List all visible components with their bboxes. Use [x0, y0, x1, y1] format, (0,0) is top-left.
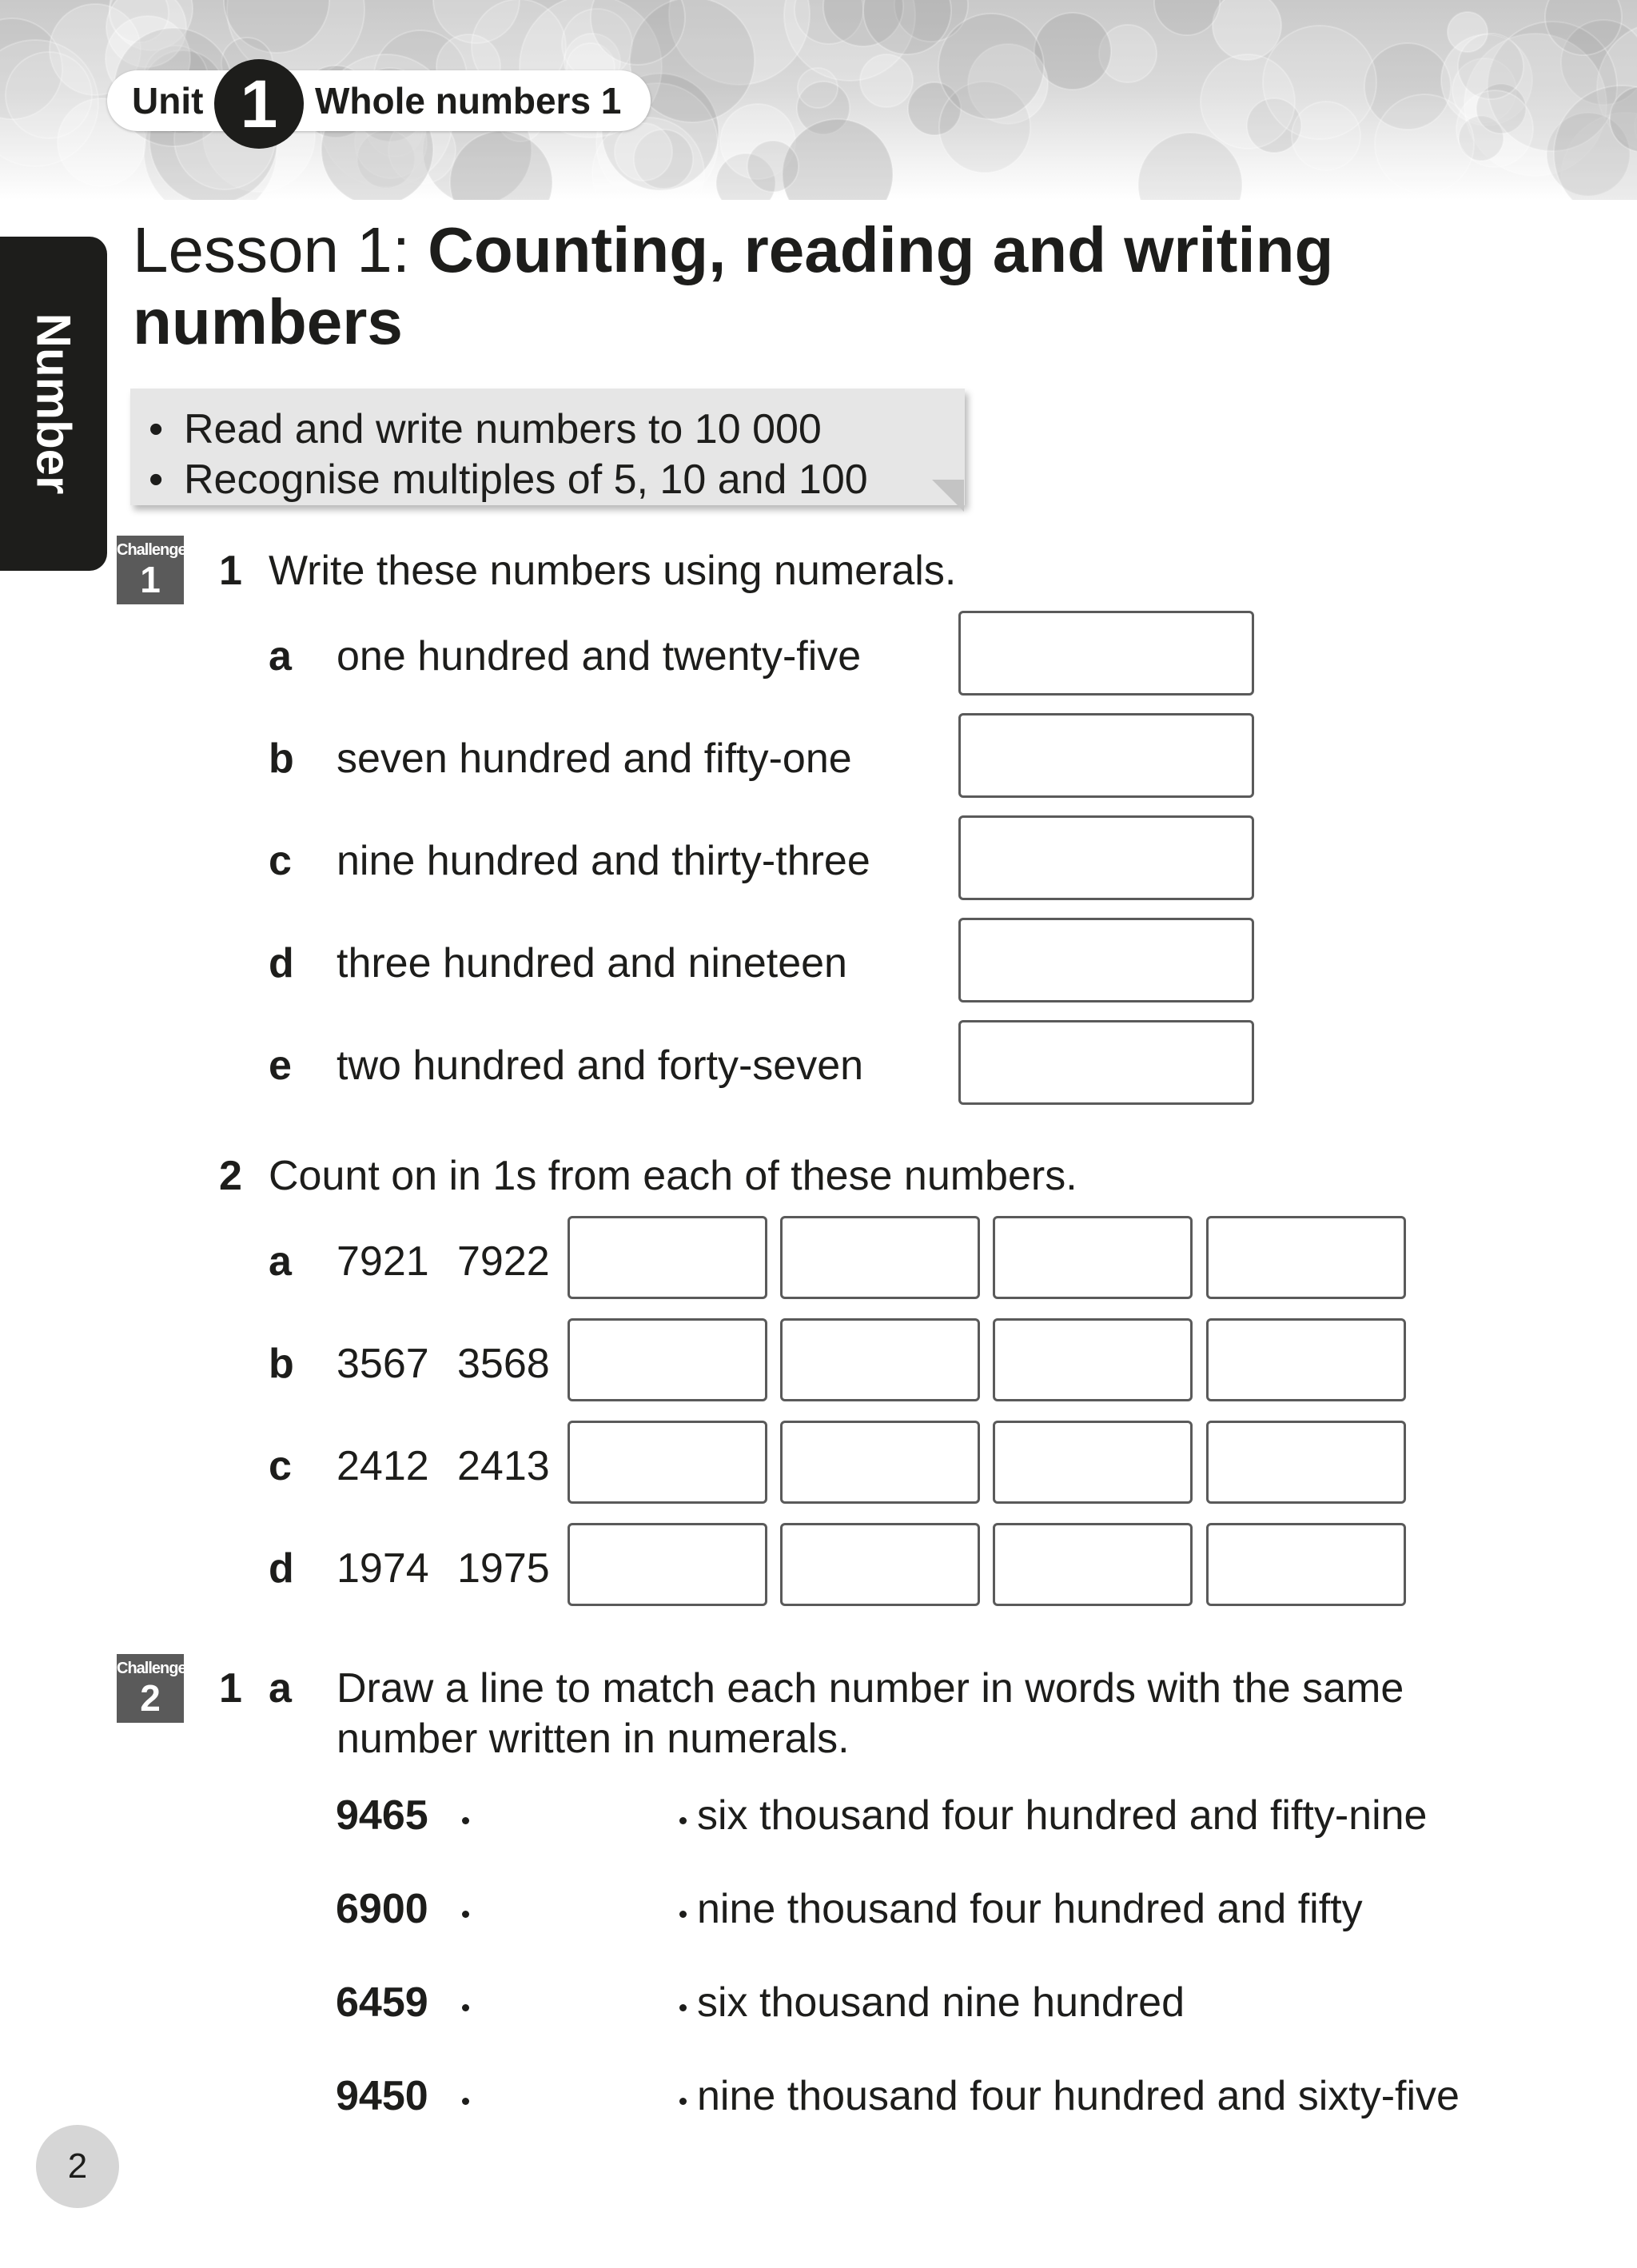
match-words: nine thousand four hundred and sixty-five [697, 2073, 1460, 2119]
next-number: 3568 [457, 1341, 550, 1387]
question-number: 1 [219, 548, 242, 594]
answer-box[interactable] [568, 1318, 767, 1401]
decorative-bubble [1154, 0, 1220, 35]
match-number: 9450 [336, 2073, 428, 2119]
challenge-1-badge [117, 536, 184, 604]
match-dot[interactable] [679, 2098, 687, 2105]
question-number: 2 [219, 1153, 242, 1199]
answer-box[interactable] [1206, 1216, 1406, 1299]
bullet-icon: • [149, 456, 164, 503]
match-dot[interactable] [679, 1817, 687, 1824]
match-words: six thousand four hundred and fifty-nine [697, 1792, 1428, 1839]
decorative-bubble [1213, 0, 1281, 60]
answer-box[interactable] [568, 1523, 767, 1606]
item-letter: b [269, 1341, 294, 1387]
decorative-bubble [860, 54, 913, 107]
answer-box[interactable] [780, 1318, 980, 1401]
answer-box[interactable] [958, 611, 1254, 696]
answer-box[interactable] [993, 1216, 1193, 1299]
objective-item [149, 456, 868, 504]
question-instruction: Draw a line to match each number in words with the same [337, 1665, 1404, 1712]
unit-number-badge: 1 [214, 59, 304, 149]
match-dot[interactable] [462, 1817, 469, 1824]
question-instruction: Count on in 1s from each of these numbers. [269, 1153, 1077, 1199]
lesson-title-bold: Counting, reading and writing numbers [133, 214, 1334, 357]
decorative-bubble [1456, 90, 1533, 167]
unit-label: Unit [132, 80, 204, 122]
answer-box[interactable] [780, 1421, 980, 1504]
section-label: Number [26, 313, 81, 495]
question-instruction: number written in numerals. [337, 1716, 850, 1762]
question-number: 1 [219, 1665, 242, 1712]
match-dot[interactable] [462, 2004, 469, 2011]
item-letter: a [269, 1238, 292, 1285]
item-letter: c [269, 1443, 292, 1489]
match-dot[interactable] [679, 1911, 687, 1918]
item-letter: a [269, 1665, 292, 1712]
bullet-icon: • [149, 406, 164, 452]
next-number: 2413 [457, 1443, 550, 1489]
answer-box[interactable] [568, 1216, 767, 1299]
objectives-corner-fold [932, 480, 964, 512]
answer-box[interactable] [958, 815, 1254, 900]
answer-box[interactable] [1206, 1523, 1406, 1606]
decorative-bubble [798, 68, 838, 108]
answer-box[interactable] [958, 1020, 1254, 1105]
start-number: 3567 [337, 1341, 429, 1387]
item-words: nine hundred and thirty-three [337, 838, 870, 884]
match-words: six thousand nine hundred [697, 1979, 1185, 2026]
item-letter: d [269, 940, 294, 987]
decorative-bubble [615, 123, 672, 181]
decorative-bubble [6, 52, 92, 138]
match-words: nine thousand four hundred and fifty [697, 1886, 1363, 1932]
item-words: one hundred and twenty-five [337, 633, 862, 680]
item-words: seven hundred and fifty-one [337, 735, 852, 782]
decorative-bubble [1263, 26, 1376, 139]
objective-item [149, 405, 822, 453]
challenge-badge-number: 2 [140, 1677, 161, 1719]
answer-box[interactable] [568, 1421, 767, 1504]
page-number: 2 [36, 2125, 119, 2208]
item-letter: e [269, 1042, 292, 1089]
item-words: two hundred and forty-seven [337, 1042, 864, 1089]
item-letter: d [269, 1545, 294, 1592]
start-number: 7921 [337, 1238, 429, 1285]
answer-box[interactable] [958, 713, 1254, 798]
item-letter: b [269, 735, 294, 782]
item-letter: a [269, 633, 292, 680]
match-number: 6900 [336, 1886, 428, 1932]
answer-box[interactable] [780, 1216, 980, 1299]
lesson-title [133, 214, 1587, 358]
lesson-prefix: Lesson 1: [133, 214, 428, 285]
answer-box[interactable] [1206, 1318, 1406, 1401]
answer-box[interactable] [993, 1421, 1193, 1504]
decorative-bubble [938, 14, 1044, 119]
answer-box[interactable] [993, 1523, 1193, 1606]
match-number: 9465 [336, 1792, 428, 1839]
challenge-badge-word: Challenge [117, 1660, 186, 1677]
decorative-bubble [783, 119, 893, 200]
unit-title: Whole numbers 1 [315, 80, 622, 122]
section-side-tab [0, 237, 107, 571]
item-letter: c [269, 838, 292, 884]
match-dot[interactable] [679, 2004, 687, 2011]
answer-box[interactable] [780, 1523, 980, 1606]
start-number: 1974 [337, 1545, 429, 1592]
match-number: 6459 [336, 1979, 428, 2026]
challenge-2-badge [117, 1654, 184, 1723]
objective-text: Read and write numbers to 10 000 [184, 406, 822, 452]
item-words: three hundred and nineteen [337, 940, 847, 987]
decorative-bubble [747, 141, 799, 192]
objective-text: Recognise multiples of 5, 10 and 100 [184, 456, 868, 503]
decorative-bubble [1448, 12, 1488, 52]
challenge-badge-number: 1 [140, 559, 161, 600]
next-number: 7922 [457, 1238, 550, 1285]
match-dot[interactable] [462, 2098, 469, 2105]
challenge-badge-word: Challenge [117, 541, 186, 559]
answer-box[interactable] [958, 918, 1254, 1002]
question-instruction: Write these numbers using numerals. [269, 548, 957, 594]
answer-box[interactable] [1206, 1421, 1406, 1504]
answer-box[interactable] [993, 1318, 1193, 1401]
start-number: 2412 [337, 1443, 429, 1489]
match-dot[interactable] [462, 1911, 469, 1918]
next-number: 1975 [457, 1545, 550, 1592]
